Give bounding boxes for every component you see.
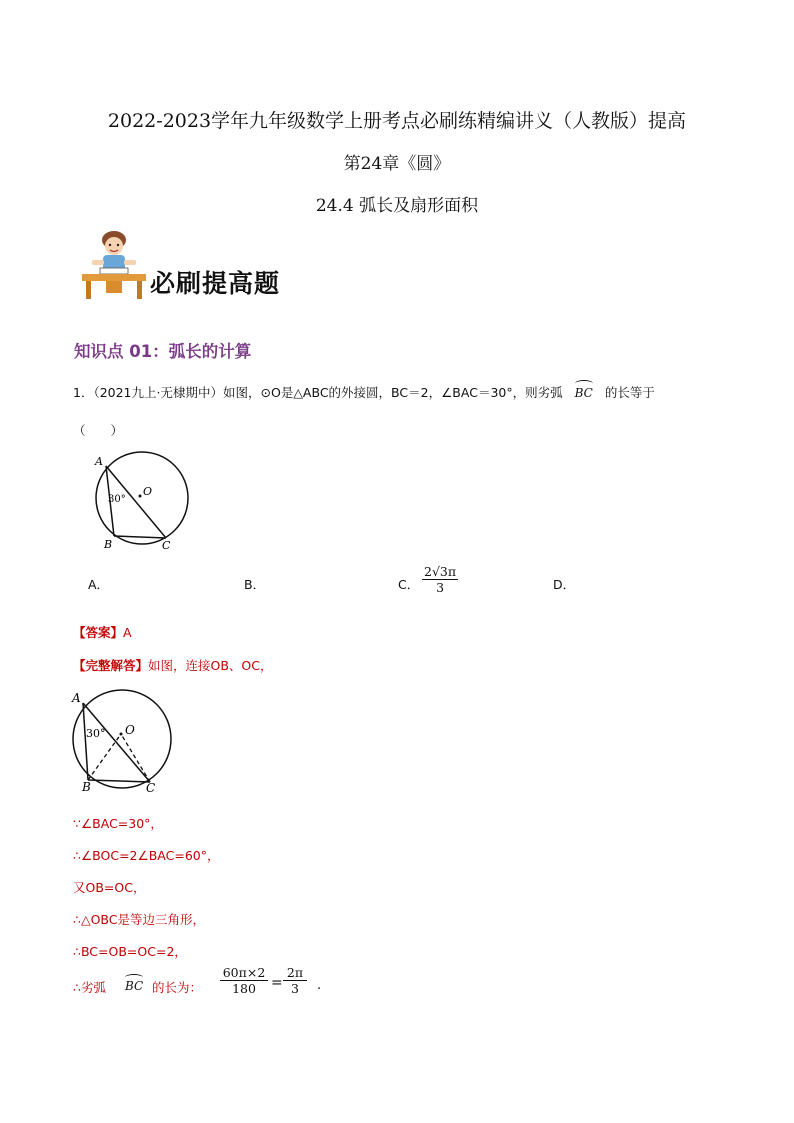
question-source: （2021九上·无棣期中） — [93, 385, 223, 400]
option-a[interactable]: A． — [88, 577, 110, 592]
student-desk-illustration — [76, 226, 152, 302]
sol-angle-label: 30° — [86, 727, 106, 740]
final-fraction-1: $\frac{60\pi\times 2}{180}$ — [220, 965, 268, 996]
solution-line-2: ∴∠BOC=2∠BAC=60°， — [73, 848, 220, 863]
knowledge-point-heading: 知识点 01：弧长的计算 — [74, 342, 252, 361]
final-equals: = — [271, 975, 283, 991]
final-fraction-2: $\frac{2\pi}{3}$ — [283, 965, 307, 996]
solution-line-4: ∴△OBC是等边三角形， — [73, 912, 205, 927]
banner-title: 必刷提高题 — [150, 269, 281, 298]
final-period: . — [317, 978, 322, 993]
solution-line-3: 又OB=OC， — [73, 880, 146, 895]
question-number: 1． — [73, 385, 94, 400]
sol-point-a-label: A — [72, 691, 81, 705]
option-c[interactable]: C． — [398, 577, 420, 592]
solution-line-1: ∵∠BAC=30°， — [73, 816, 163, 831]
question-text — [73, 383, 655, 401]
section-title: 24.4 弧长及扇形面积 — [315, 196, 479, 216]
solution-final-mid: 的长为： — [152, 980, 203, 995]
chapter-title: 第24章《圆》 — [343, 154, 451, 174]
answer-value: A — [123, 625, 132, 640]
option-b[interactable]: B． — [244, 577, 266, 592]
solution-final-prefix: ∴劣弧 — [73, 980, 106, 995]
answer-line — [73, 623, 132, 641]
sol-point-o-label: O — [125, 723, 135, 737]
point-c-label: C — [162, 539, 171, 552]
document-title: 2022-2023学年九年级数学上册考点必刷练精编讲义（人教版）提高 — [107, 110, 687, 132]
solution-line-5: ∴BC=OB=OC=2， — [73, 944, 187, 959]
point-a-label: A — [95, 455, 103, 468]
solution-label: 【完整解答】 — [73, 658, 149, 673]
question-circle-figure — [86, 448, 196, 552]
sol-point-b-label: B — [82, 780, 91, 794]
question-body-end: 的长等于 — [604, 385, 655, 400]
answer-label: 【答案】 — [73, 625, 124, 640]
answer-paren: （ ） — [73, 423, 124, 438]
final-arc-bc-label: BC — [125, 979, 143, 993]
option-d[interactable]: D． — [553, 577, 576, 592]
option-c-fraction: $\frac{2√3\pi}{3}$ — [424, 564, 457, 595]
sol-point-c-label: C — [146, 781, 156, 794]
solution-circle-figure — [66, 688, 178, 794]
solution-intro: 【完整解答】如图，连接OB、OC， — [73, 658, 273, 673]
point-b-label: B — [104, 538, 113, 551]
arc-bc-label: BC — [575, 386, 593, 400]
point-o-label: O — [143, 485, 153, 498]
question-body: 如图，⊙O是△ABC的外接圆，BC＝2，∠BAC＝30°，则劣弧 — [223, 385, 563, 400]
angle-label: 30° — [108, 494, 126, 505]
